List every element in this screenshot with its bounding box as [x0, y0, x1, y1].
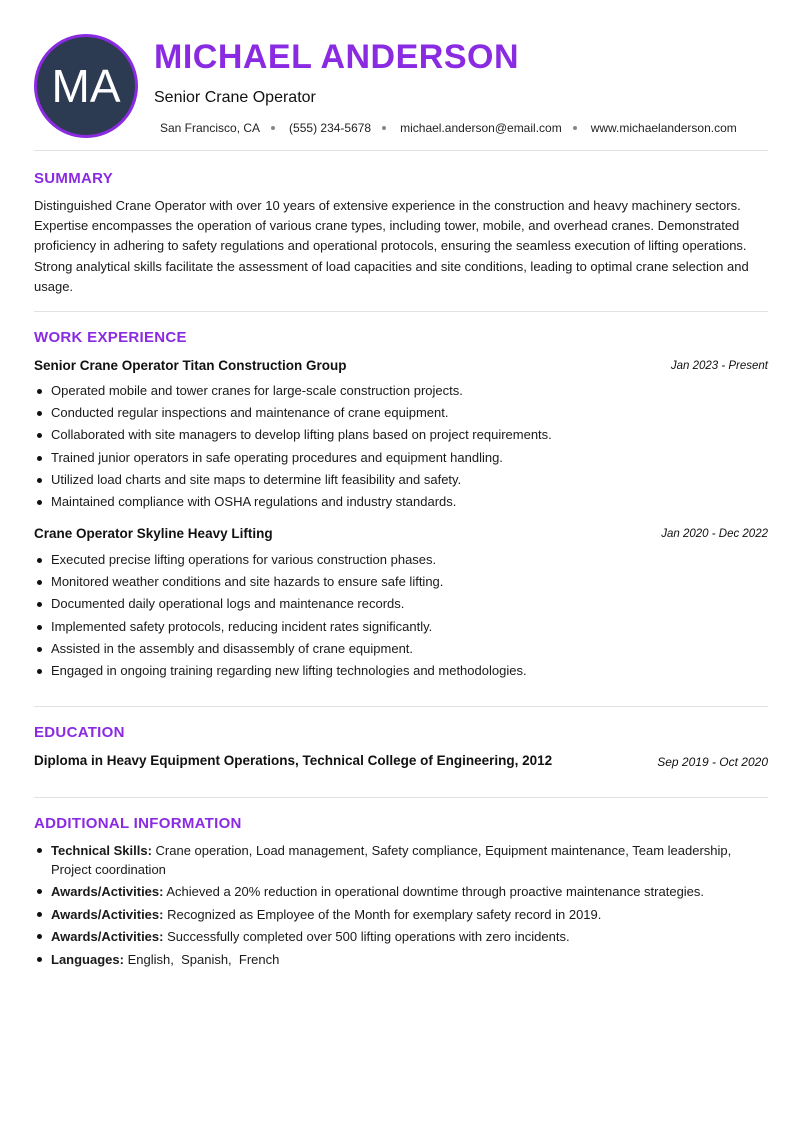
summary-text: Distinguished Crane Operator with over 10 years of extensive experience in the construction and heavy machinery sectors. Expertise encompasses the operation of various crane types, including tower, mobile, and overhead cranes. Demonstrated proficiency in adhering to safety regulations and operational protocols, ensuring the seamless execution of lifting operations. Strong analytical skills facilitate the assessment of load capacities and site conditions, leading to optimal crane selection and usage.: [34, 198, 749, 294]
divider: [34, 150, 768, 151]
avatar: [34, 34, 138, 138]
bullet-separator: [382, 126, 386, 130]
language: English,: [127, 951, 174, 967]
education-dates: Sep 2019 - Oct 2020: [657, 755, 768, 769]
job-title: Crane Operator Skyline Heavy Lifting: [34, 526, 273, 541]
list-item: [34, 882, 754, 901]
item-text: Achieved a 20% reduction in operational downtime through proactive maintenance strategies.: [163, 884, 705, 900]
item-label: Awards/Activities:: [51, 906, 164, 922]
language: Spanish,: [181, 951, 232, 967]
candidate-name: MICHAEL ANDERSON: [154, 38, 520, 76]
divider: [34, 311, 768, 312]
education-heading: EDUCATION: [34, 724, 125, 741]
job-duties-list: [34, 380, 768, 513]
list-item: Monitored weather conditions and site hazards to ensure safe lifting.: [34, 571, 768, 593]
contact-email[interactable]: michael.anderson@email.com: [400, 121, 562, 135]
languages-label: Languages:: [51, 951, 124, 967]
job-dates: Jan 2020 - Dec 2022: [661, 528, 768, 540]
additional-info-heading: ADDITIONAL INFORMATION: [34, 815, 242, 832]
job-title: Senior Crane Operator Titan Construction Group: [34, 358, 347, 373]
list-item: [34, 905, 754, 924]
contact-location: San Francisco, CA: [160, 121, 261, 135]
list-item: Engaged in ongoing training regarding new lifting technologies and methodologies.: [34, 660, 768, 682]
language: French: [238, 951, 280, 967]
list-item: Conducted regular inspections and maintenance of crane equipment.: [34, 402, 768, 424]
languages-item: [34, 950, 754, 969]
work-experience-heading: WORK EXPERIENCE: [34, 329, 187, 346]
education-entry: [34, 753, 768, 771]
resume-header: [34, 34, 768, 138]
degree: Diploma in Heavy Equipment Operations, Technical College of Engineering, 2012: [34, 753, 553, 768]
job-dates: Jan 2023 - Present: [670, 360, 768, 372]
divider: [34, 797, 768, 798]
item-label: Awards/Activities:: [51, 928, 164, 944]
bullet-separator: [271, 126, 275, 130]
item-text: Successfully completed over 500 lifting operations with zero incidents.: [163, 928, 570, 944]
item-label: Awards/Activities:: [51, 884, 164, 900]
bullet-separator: [573, 126, 577, 130]
list-item: [34, 841, 754, 879]
job-header: [34, 526, 768, 544]
list-item: Collaborated with site managers to develop lifting plans based on project requirements.: [34, 424, 768, 446]
list-item: Documented daily operational logs and maintenance records.: [34, 593, 768, 615]
avatar-initials: MA: [51, 60, 121, 112]
list-item: Utilized load charts and site maps to determine lift feasibility and safety.: [34, 469, 768, 491]
candidate-role: Senior Crane Operator: [154, 89, 316, 106]
item-text: Crane operation, Load management, Safety compliance, Equipment maintenance, Team leadership, Project coordination: [51, 843, 732, 877]
list-item: Maintained compliance with OSHA regulations and industry standards.: [34, 491, 768, 513]
additional-info-list: [34, 841, 754, 972]
list-item: Executed precise lifting operations for various construction phases.: [34, 549, 768, 571]
list-item: Trained junior operators in safe operating procedures and equipment handling.: [34, 447, 768, 469]
list-item: Implemented safety protocols, reducing incident rates significantly.: [34, 616, 768, 638]
list-item: Operated mobile and tower cranes for large-scale construction projects.: [34, 380, 768, 402]
item-text: Recognized as Employee of the Month for exemplary safety record in 2019.: [163, 906, 602, 922]
job-duties-list: [34, 549, 768, 682]
contact-line: [160, 121, 737, 135]
contact-phone: (555) 234-5678: [289, 121, 372, 135]
summary-heading: SUMMARY: [34, 170, 114, 187]
list-item: [34, 927, 754, 946]
list-item: Assisted in the assembly and disassembly of crane equipment.: [34, 638, 768, 660]
item-label: Technical Skills:: [51, 843, 152, 858]
divider: [34, 706, 768, 707]
job-header: [34, 358, 768, 376]
contact-website[interactable]: www.michaelanderson.com: [590, 121, 737, 135]
